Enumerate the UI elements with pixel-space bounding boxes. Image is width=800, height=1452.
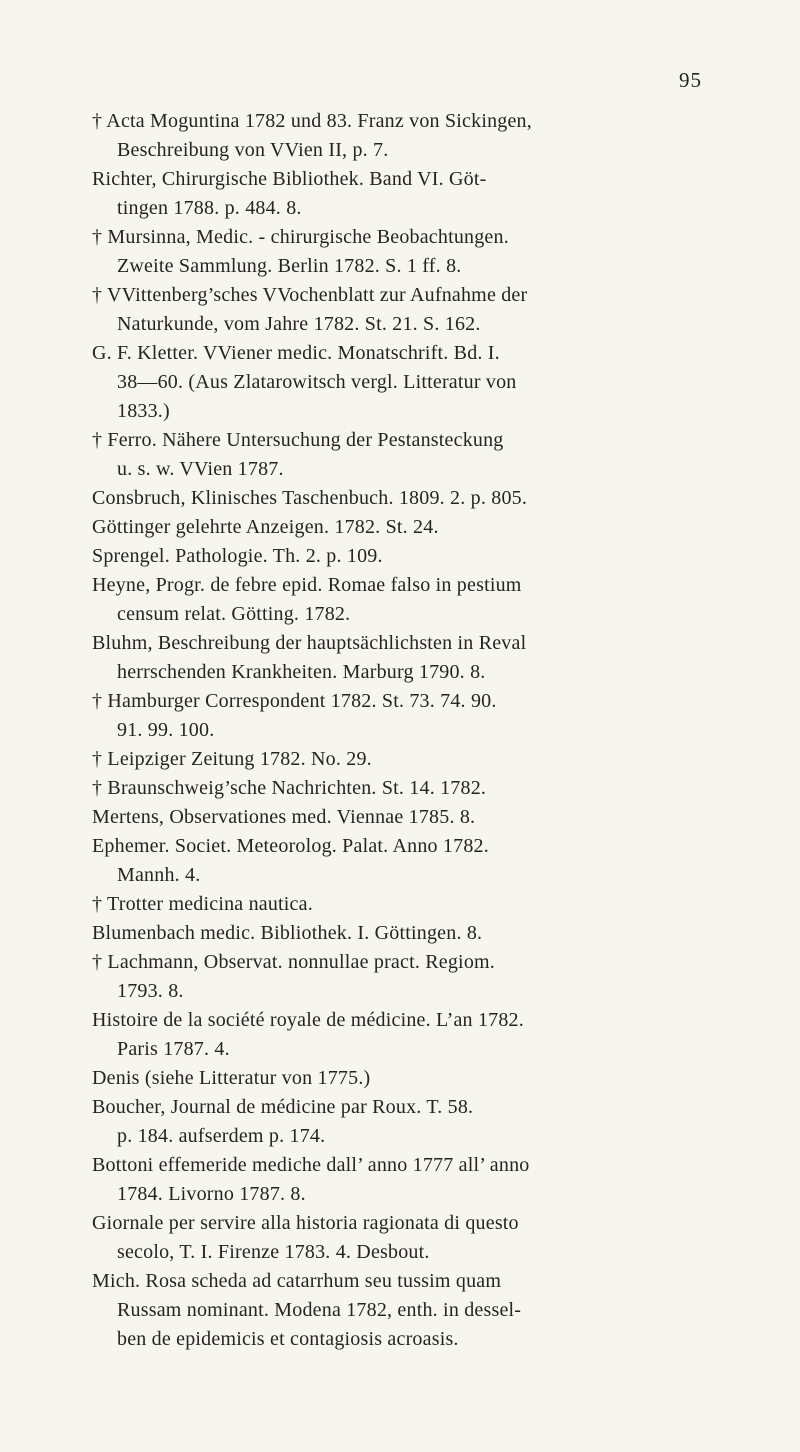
entry-line-continuation: 1793. 8.: [117, 980, 184, 1002]
bibliography-entry: [92, 1209, 766, 1267]
entry-line-continuation: u. s. w. VVien 1787.: [117, 458, 284, 480]
bibliography-entry: [92, 1267, 766, 1354]
entry-line: † VVittenberg’sches VVochenblatt zur Aufnahme der: [92, 284, 528, 306]
entry-line: † Acta Moguntina 1782 und 83. Franz von Sickingen,: [92, 110, 532, 132]
entry-line: Göttinger gelehrte Anzeigen. 1782. St. 24.: [92, 516, 439, 538]
entry-line-continuation: p. 184. aufserdem p. 174.: [117, 1125, 326, 1147]
entry-line: Sprengel. Pathologie. Th. 2. p. 109.: [92, 545, 383, 567]
bibliography-entry: [92, 1093, 766, 1151]
entry-line-continuation: herrschenden Krankheiten. Marburg 1790. 8.: [117, 661, 486, 683]
entry-line-continuation: Mannh. 4.: [117, 864, 201, 886]
entry-line: † Trotter medicina nautica.: [92, 893, 313, 915]
entry-line-continuation: secolo, T. I. Firenze 1783. 4. Desbout.: [117, 1241, 430, 1263]
entry-line: † Ferro. Nähere Untersuchung der Pestansteckung: [92, 429, 504, 451]
entry-line-continuation: Paris 1787. 4.: [117, 1038, 230, 1060]
bibliography-entry: [92, 223, 766, 281]
bibliography-entry: [92, 339, 766, 426]
bibliography-entry: [92, 1064, 766, 1093]
entry-line-continuation: Zweite Sammlung. Berlin 1782. S. 1 ff. 8.: [117, 255, 462, 277]
bibliography-entry: [92, 832, 766, 890]
entry-line-continuation: Beschreibung von VVien II, p. 7.: [117, 139, 389, 161]
entry-line-continuation: 1833.): [117, 400, 170, 422]
entry-line: † Hamburger Correspondent 1782. St. 73. 74. 90.: [92, 690, 497, 712]
bibliography-entry: [92, 107, 766, 165]
bibliography-entry: [92, 948, 766, 1006]
entry-line: Blumenbach medic. Bibliothek. I. Göttingen. 8.: [92, 922, 483, 944]
entry-line: Boucher, Journal de médicine par Roux. T. 58.: [92, 1096, 474, 1118]
entry-line-continuation: ben de epidemicis et contagiosis acroasis.: [117, 1328, 459, 1350]
bibliography-entry: [92, 571, 766, 629]
bibliography-entry: [92, 426, 766, 484]
entry-line: Consbruch, Klinisches Taschenbuch. 1809. 2. p. 805.: [92, 487, 528, 509]
entry-line: Histoire de la société royale de médicine. L’an 1782.: [92, 1009, 524, 1031]
bibliography-entry: [92, 281, 766, 339]
bibliography-entry: [92, 629, 766, 687]
bibliography-entry: [92, 890, 766, 919]
entry-line: Mertens, Observationes med. Viennae 1785. 8.: [92, 806, 476, 828]
entry-line: † Mursinna, Medic. - chirurgische Beobachtungen.: [92, 226, 509, 248]
bibliography-entry: [92, 774, 766, 803]
entry-line-continuation: Russam nominant. Modena 1782, enth. in dessel-: [117, 1299, 522, 1321]
entry-line: Bottoni effemeride mediche dall’ anno 1777 all’ anno: [92, 1154, 530, 1176]
entry-line: Denis (siehe Litteratur von 1775.): [92, 1067, 371, 1089]
entry-line: † Braunschweig’sche Nachrichten. St. 14. 1782.: [92, 777, 487, 799]
entry-line: Mich. Rosa scheda ad catarrhum seu tussim quam: [92, 1270, 502, 1292]
bibliography-entry: [92, 919, 766, 948]
entry-line: Heyne, Progr. de febre epid. Romae falso in pestium: [92, 574, 522, 596]
bibliography-entry: [92, 165, 766, 223]
bibliography-list: [92, 107, 766, 1354]
entry-line-continuation: 1784. Livorno 1787. 8.: [117, 1183, 306, 1205]
entry-line: G. F. Kletter. VViener medic. Monatschrift. Bd. I.: [92, 342, 500, 364]
entry-line: Richter, Chirurgische Bibliothek. Band VI. Göt-: [92, 168, 487, 190]
entry-line: Ephemer. Societ. Meteorolog. Palat. Anno 1782.: [92, 835, 489, 857]
bibliography-entry: [92, 484, 766, 513]
bibliography-entry: [92, 1151, 766, 1209]
bibliography-entry: [92, 542, 766, 571]
entry-line-continuation: 91. 99. 100.: [117, 719, 215, 741]
bibliography-entry: [92, 687, 766, 745]
entry-line: Giornale per servire alla historia ragionata di questo: [92, 1212, 519, 1234]
entry-line: † Leipziger Zeitung 1782. No. 29.: [92, 748, 372, 770]
entry-line-continuation: tingen 1788. p. 484. 8.: [117, 197, 302, 219]
bibliography-entry: [92, 513, 766, 542]
bibliography-entry: [92, 803, 766, 832]
page-number: 95: [679, 68, 702, 92]
entry-line: † Lachmann, Observat. nonnullae pract. Regiom.: [92, 951, 495, 973]
bibliography-entry: [92, 745, 766, 774]
entry-line: Bluhm, Beschreibung der hauptsächlichsten in Reval: [92, 632, 527, 654]
entry-line-continuation: Naturkunde, vom Jahre 1782. St. 21. S. 162.: [117, 313, 481, 335]
bibliography-entry: [92, 1006, 766, 1064]
entry-line-continuation: 38—60. (Aus Zlatarowitsch vergl. Litteratur von: [117, 371, 517, 393]
entry-line-continuation: censum relat. Götting. 1782.: [117, 603, 351, 625]
